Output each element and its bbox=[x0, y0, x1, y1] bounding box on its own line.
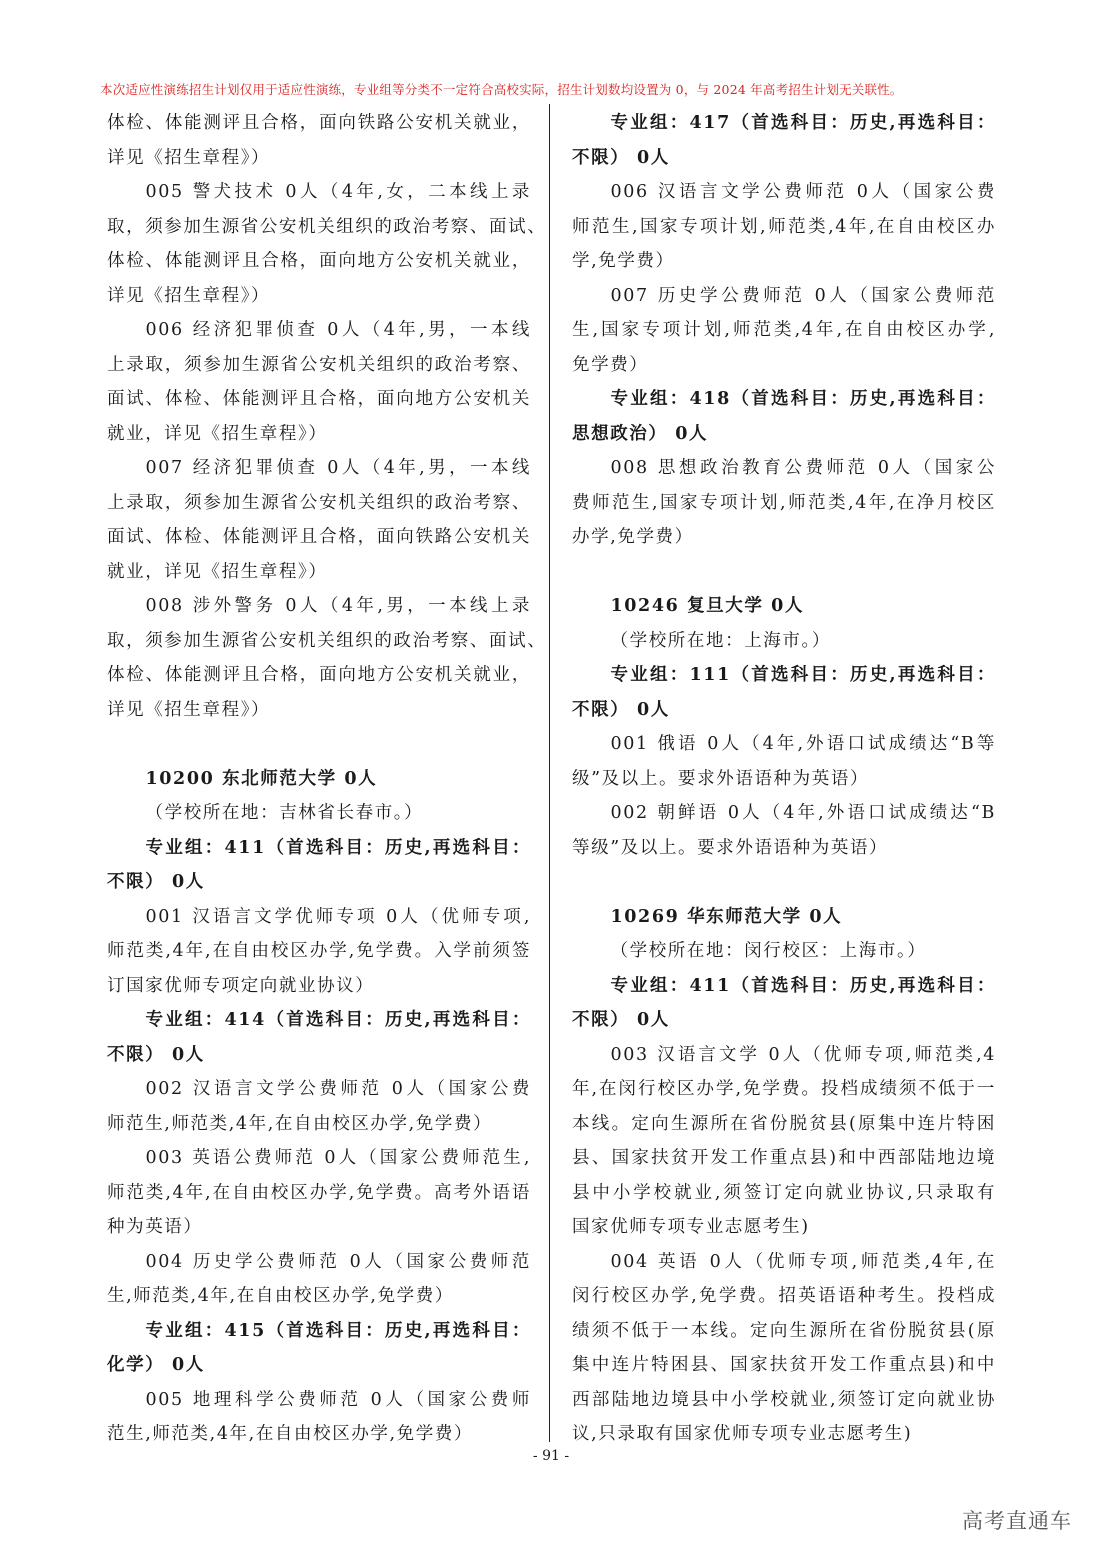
school-heading bbox=[572, 900, 996, 935]
major-group-heading bbox=[572, 658, 996, 727]
page-number: - 91 - bbox=[532, 1448, 570, 1464]
text-line: 绩须不低于一本线。定向生源所在省份脱贫县(原 bbox=[572, 1320, 996, 1341]
text-line: 001 俄语 0人（4年,外语口试成绩达“B等 bbox=[610, 734, 996, 754]
text-line: 上录取，须参加生源省公安机关组织的政治考察、 bbox=[107, 354, 531, 375]
text-line: 004 英语 0人（优师专项,师范类,4年,在 bbox=[610, 1251, 996, 1272]
text-line: 县、国家扶贫开发工作重点县)和中西部陆地边境 bbox=[572, 1148, 996, 1168]
school-location-note bbox=[107, 796, 531, 831]
text-line: 免学费） bbox=[572, 354, 649, 375]
text-line: 005 地理科学公费师范 0人（国家公费师 bbox=[145, 1389, 531, 1410]
text-line: 就业，详见《招生章程》） bbox=[107, 561, 328, 582]
school-location-note bbox=[572, 624, 996, 659]
school-location-note bbox=[572, 934, 996, 969]
text-line: 008 思想政治教育公费师范 0人（国家公 bbox=[610, 458, 996, 478]
paragraph bbox=[572, 1245, 996, 1452]
paragraph bbox=[107, 175, 547, 313]
text-line: 年,在闵行校区办学,免学费。投档成绩须不低于一 bbox=[572, 1079, 996, 1099]
text-line: 订国家优师专项定向就业协议） bbox=[107, 975, 375, 996]
text-line: 闵行校区办学,免学费。招英语语种考生。投档成 bbox=[572, 1286, 996, 1306]
major-group-heading bbox=[107, 1003, 531, 1072]
blank-line bbox=[572, 555, 996, 590]
major-group-heading bbox=[107, 1314, 531, 1383]
text-line: 县中小学校就业,须签订定向就业协议,只录取有 bbox=[572, 1182, 996, 1203]
text-line: 005 警犬技术 0人（4年,女，二本线上录 bbox=[145, 182, 531, 202]
text-line: 取，须参加生源省公安机关组织的政治考察、面试、 bbox=[107, 630, 547, 651]
text-line: 专业组：415（首选科目：历史,再选科目： bbox=[145, 1320, 531, 1341]
left-column bbox=[107, 106, 547, 1452]
text-line: 国家优师专项专业志愿考生) bbox=[572, 1217, 810, 1237]
paragraph bbox=[572, 451, 996, 555]
text-line: 002 汉语言文学公费师范 0人（国家公费 bbox=[145, 1079, 531, 1099]
text-line: 级”及以上。要求外语语种为英语） bbox=[572, 768, 870, 789]
text-line: 师范生,师范类,4年,在自由校区办学,免学费） bbox=[107, 1113, 493, 1134]
text-line: 专业组：414（首选科目：历史,再选科目： bbox=[145, 1010, 531, 1030]
text-line: 办学,免学费） bbox=[572, 527, 694, 547]
school-heading bbox=[107, 762, 531, 797]
text-line: 师范类,4年,在自由校区办学,免学费。高考外语语 bbox=[107, 1182, 531, 1203]
text-line: 003 英语公费师范 0人（国家公费师范生, bbox=[145, 1148, 531, 1168]
major-group-heading bbox=[572, 382, 996, 451]
text-line: 不限） 0人 bbox=[107, 872, 205, 892]
paragraph bbox=[107, 1072, 531, 1141]
right-column bbox=[572, 106, 996, 1452]
text-line: 面试、体检、体能测评且合格，面向地方公安机关 bbox=[107, 389, 531, 409]
paragraph bbox=[107, 589, 547, 727]
text-line: 师范生,国家专项计划,师范类,4年,在自由校区办 bbox=[572, 216, 996, 237]
text-line: 专业组：111（首选科目：历史,再选科目： bbox=[610, 665, 996, 685]
text-line: 种为英语） bbox=[107, 1217, 203, 1237]
text-line: 化学） 0人 bbox=[107, 1355, 205, 1375]
text-line: 思想政治） 0人 bbox=[572, 423, 709, 444]
blank-line bbox=[572, 865, 996, 900]
text-line: （学校所在地：上海市。） bbox=[610, 630, 831, 651]
text-line: 师范类,4年,在自由校区办学,免学费。入学前须签 bbox=[107, 941, 531, 961]
text-line: 不限） 0人 bbox=[572, 699, 670, 720]
paragraph bbox=[107, 900, 531, 1004]
text-line: 范生,师范类,4年,在自由校区办学,免学费） bbox=[107, 1424, 474, 1444]
text-line: 专业组：417（首选科目：历史,再选科目： bbox=[610, 113, 996, 133]
paragraph bbox=[572, 1038, 996, 1245]
text-line: 面试、体检、体能测评且合格，面向铁路公安机关 bbox=[107, 527, 531, 547]
text-line: 007 经济犯罪侦查 0人（4年,男，一本线 bbox=[145, 458, 531, 478]
text-line: 不限） 0人 bbox=[572, 1010, 670, 1030]
paragraph bbox=[572, 727, 996, 796]
text-line: 体检、体能测评且合格，面向铁路公安机关就业， bbox=[107, 113, 531, 133]
paragraph bbox=[107, 313, 531, 451]
text-line: 体检、体能测评且合格，面向地方公安机关就业， bbox=[107, 665, 531, 685]
paragraph bbox=[107, 1245, 531, 1314]
school-heading bbox=[572, 589, 996, 624]
major-group-heading bbox=[572, 969, 996, 1038]
text-line: 就业，详见《招生章程》） bbox=[107, 423, 328, 444]
text-line: 议,只录取有国家优师专项专业志愿考生) bbox=[572, 1424, 913, 1444]
text-line: 生,师范类,4年,在自由校区办学,免学费） bbox=[107, 1286, 454, 1306]
text-line: 体检、体能测评且合格，面向地方公安机关就业， bbox=[107, 251, 531, 271]
text-line: 002 朝鲜语 0人（4年,外语口试成绩达“B bbox=[610, 803, 996, 823]
column-divider bbox=[549, 104, 550, 1442]
major-group-heading bbox=[107, 831, 531, 900]
text-line: 集中连片特困县、国家扶贫开发工作重点县)和中 bbox=[572, 1355, 996, 1375]
text-line: 等级”及以上。要求外语语种为英语） bbox=[572, 837, 889, 858]
text-line: 学,免学费） bbox=[572, 251, 675, 271]
text-line: 006 汉语言文学公费师范 0人（国家公费 bbox=[610, 182, 996, 202]
text-line: 10269 华东师范大学 0人 bbox=[610, 906, 843, 927]
paragraph bbox=[572, 279, 996, 383]
text-line: 008 涉外警务 0人（4年,男，一本线上录 bbox=[145, 596, 531, 616]
text-line: 西部陆地边境县中小学校就业,须签订定向就业协 bbox=[572, 1389, 996, 1410]
text-line: （学校所在地：吉林省长春市。） bbox=[145, 803, 424, 823]
text-line: 006 经济犯罪侦查 0人（4年,男，一本线 bbox=[145, 320, 531, 340]
text-line: 上录取，须参加生源省公安机关组织的政治考察、 bbox=[107, 492, 531, 513]
disclaimer-notice: 本次适应性演练招生计划仅用于适应性演练，专业组等分类不一定符合高校实际，招生计划数均设置为 0，与 2024 年高考招生计划无关联性。 bbox=[100, 82, 903, 97]
text-line: 007 历史学公费师范 0人（国家公费师范 bbox=[610, 285, 996, 306]
blank-line bbox=[107, 727, 531, 762]
paragraph bbox=[107, 451, 531, 589]
text-line: 10200 东北师范大学 0人 bbox=[145, 768, 378, 789]
text-line: 详见《招生章程》） bbox=[107, 285, 271, 306]
text-line: 004 历史学公费师范 0人（国家公费师范 bbox=[145, 1251, 531, 1272]
paragraph bbox=[107, 1383, 531, 1452]
text-line: 003 汉语言文学 0人（优师专项,师范类,4 bbox=[610, 1044, 996, 1065]
text-line: 取，须参加生源省公安机关组织的政治考察、面试、 bbox=[107, 216, 547, 237]
text-line: 生,国家专项计划,师范类,4年,在自由校区办学, bbox=[572, 320, 996, 340]
text-line: （学校所在地：闵行校区：上海市。） bbox=[610, 941, 927, 961]
paragraph bbox=[572, 796, 996, 865]
text-line: 详见《招生章程》） bbox=[107, 147, 271, 168]
brand-watermark: 高考直通车 bbox=[962, 1509, 1072, 1533]
text-line: 专业组：418（首选科目：历史,再选科目： bbox=[610, 389, 996, 409]
text-line: 不限） 0人 bbox=[107, 1044, 205, 1065]
text-line: 详见《招生章程》） bbox=[107, 699, 271, 720]
text-line: 专业组：411（首选科目：历史,再选科目： bbox=[145, 837, 531, 858]
major-group-heading bbox=[572, 106, 996, 175]
paragraph bbox=[107, 1141, 531, 1245]
text-line: 不限） 0人 bbox=[572, 147, 670, 168]
paragraph bbox=[107, 106, 531, 175]
text-line: 001 汉语言文学优师专项 0人（优师专项, bbox=[145, 906, 531, 927]
text-line: 本线。定向生源所在省份脱贫县(原集中连片特困 bbox=[572, 1113, 996, 1134]
paragraph bbox=[572, 175, 996, 279]
text-line: 费师范生,国家专项计划,师范类,4年,在净月校区 bbox=[572, 492, 996, 513]
text-line: 专业组：411（首选科目：历史,再选科目： bbox=[610, 975, 996, 996]
text-line: 10246 复旦大学 0人 bbox=[610, 596, 805, 616]
